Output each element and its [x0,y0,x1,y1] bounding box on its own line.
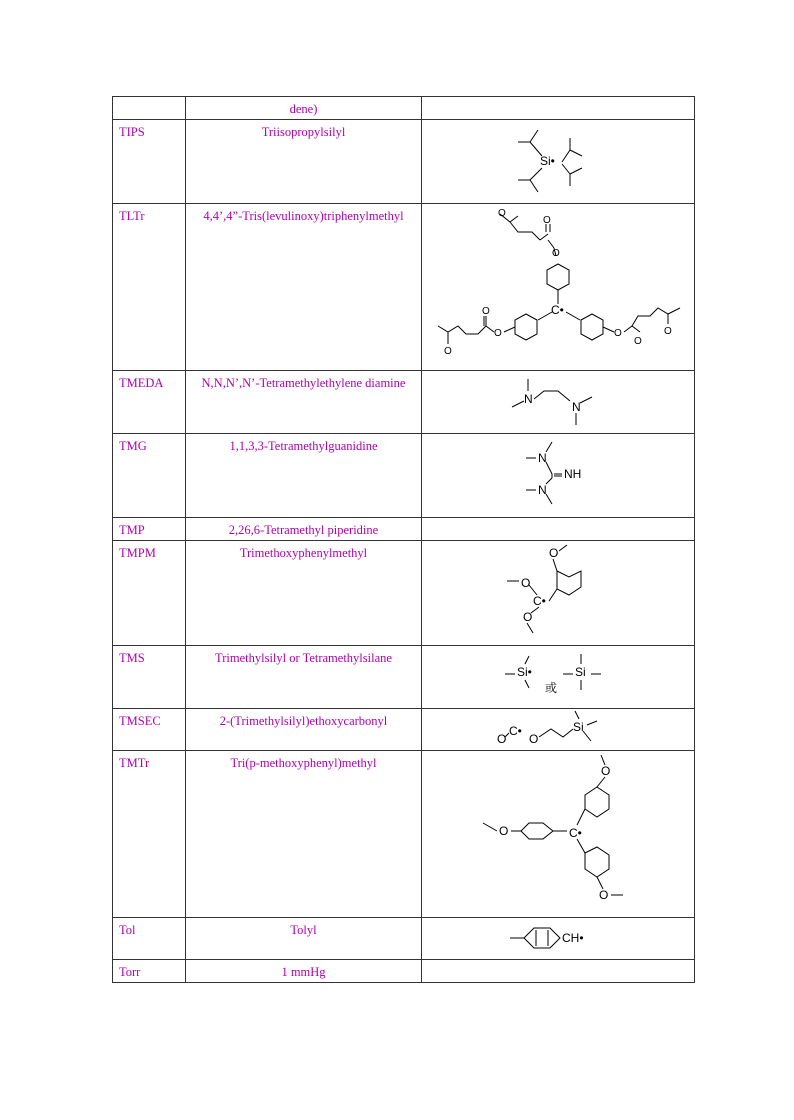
table-row [113,918,695,960]
o-label: O [482,306,490,317]
n-label: N [524,392,533,406]
c-radical-label: C• [509,724,522,738]
abbr-cell: TMTr [113,751,186,918]
tmsec-structure [493,709,623,749]
c-radical-label: C• [533,594,546,608]
structure-cell [422,371,695,434]
tms-structure [503,646,613,706]
or-label: 或 [545,681,558,695]
c-radical-label: C• [551,303,564,317]
o-label: O [601,764,611,778]
abbr-cell: TMP [113,518,186,541]
table-row [113,751,695,918]
name-cell: 2-(Trimethylsilyl)ethoxycarbonyl [186,709,422,751]
name-cell: Triisopropylsilyl [186,120,422,204]
structure-cell [422,434,695,518]
n-label: N [538,451,547,465]
si-label: Si [575,665,586,679]
o-label: O [494,328,502,339]
table-row [113,960,695,983]
n-label: N [538,483,547,497]
table-row [113,434,695,518]
o-label: O [599,888,609,902]
tmeda-structure [508,371,608,431]
o-label: O [529,732,539,746]
name-cell: Tri(p-methoxyphenyl)methyl [186,751,422,918]
structure-cell [422,97,695,120]
tmtr-structure [473,751,643,916]
si-label: Si• [540,154,555,168]
o-label: O [543,215,551,226]
table-row [113,120,695,204]
c-radical-label: C• [569,826,582,840]
tltr-structure [428,204,688,369]
si-label: Si [573,720,584,734]
abbr-cell: TMSEC [113,709,186,751]
structure-cell [422,918,695,960]
structure-cell [422,518,695,541]
name-cell: 2,26,6-Tetramethyl piperidine [186,518,422,541]
table-row [113,371,695,434]
tmpm-structure [503,541,613,641]
abbreviation-table [112,96,695,983]
name-cell: 1 mmHg [186,960,422,983]
abbr-cell: TLTr [113,204,186,371]
structure-cell [422,646,695,709]
o-label: O [614,328,622,339]
o-label: O [552,248,560,259]
si-label: Si• [517,665,532,679]
structure-cell [422,751,695,918]
tips-structure [508,120,608,200]
o-label: O [634,336,642,347]
n-label: N [572,400,581,414]
structure-cell [422,541,695,646]
structure-cell [422,960,695,983]
name-cell: 4,4’,4”-Tris(levulinoxy)triphenylmethyl [186,204,422,371]
table-row [113,646,695,709]
o-label: O [521,576,531,590]
abbr-cell [113,97,186,120]
structure-cell [422,120,695,204]
o-label: O [664,326,672,337]
abbr-cell: Torr [113,960,186,983]
ch-radical-label: CH• [562,931,584,945]
name-cell: dene) [186,97,422,120]
tolyl-structure [508,918,608,958]
abbr-cell: TMPM [113,541,186,646]
abbr-cell: Tol [113,918,186,960]
name-cell: 1,1,3,3-Tetramethylguanidine [186,434,422,518]
tmg-structure [518,434,598,514]
table-row [113,518,695,541]
table-row [113,541,695,646]
table-row [113,97,695,120]
abbr-cell: TIPS [113,120,186,204]
abbr-cell: TMS [113,646,186,709]
o-label: O [499,824,509,838]
o-label: O [497,732,507,746]
o-label: O [498,208,506,219]
structure-cell [422,204,695,371]
table-row [113,709,695,751]
o-label: O [444,346,452,357]
name-cell: N,N,N’,N’-Tetramethylethylene diamine [186,371,422,434]
abbr-cell: TMG [113,434,186,518]
o-label: O [549,546,559,560]
name-cell: Trimethoxyphenylmethyl [186,541,422,646]
structure-cell [422,709,695,751]
abbr-cell: TMEDA [113,371,186,434]
o-label: O [523,610,533,624]
nh-label: NH [564,467,582,481]
table-row [113,204,695,371]
name-cell: Tolyl [186,918,422,960]
name-cell: Trimethylsilyl or Tetramethylsilane [186,646,422,709]
